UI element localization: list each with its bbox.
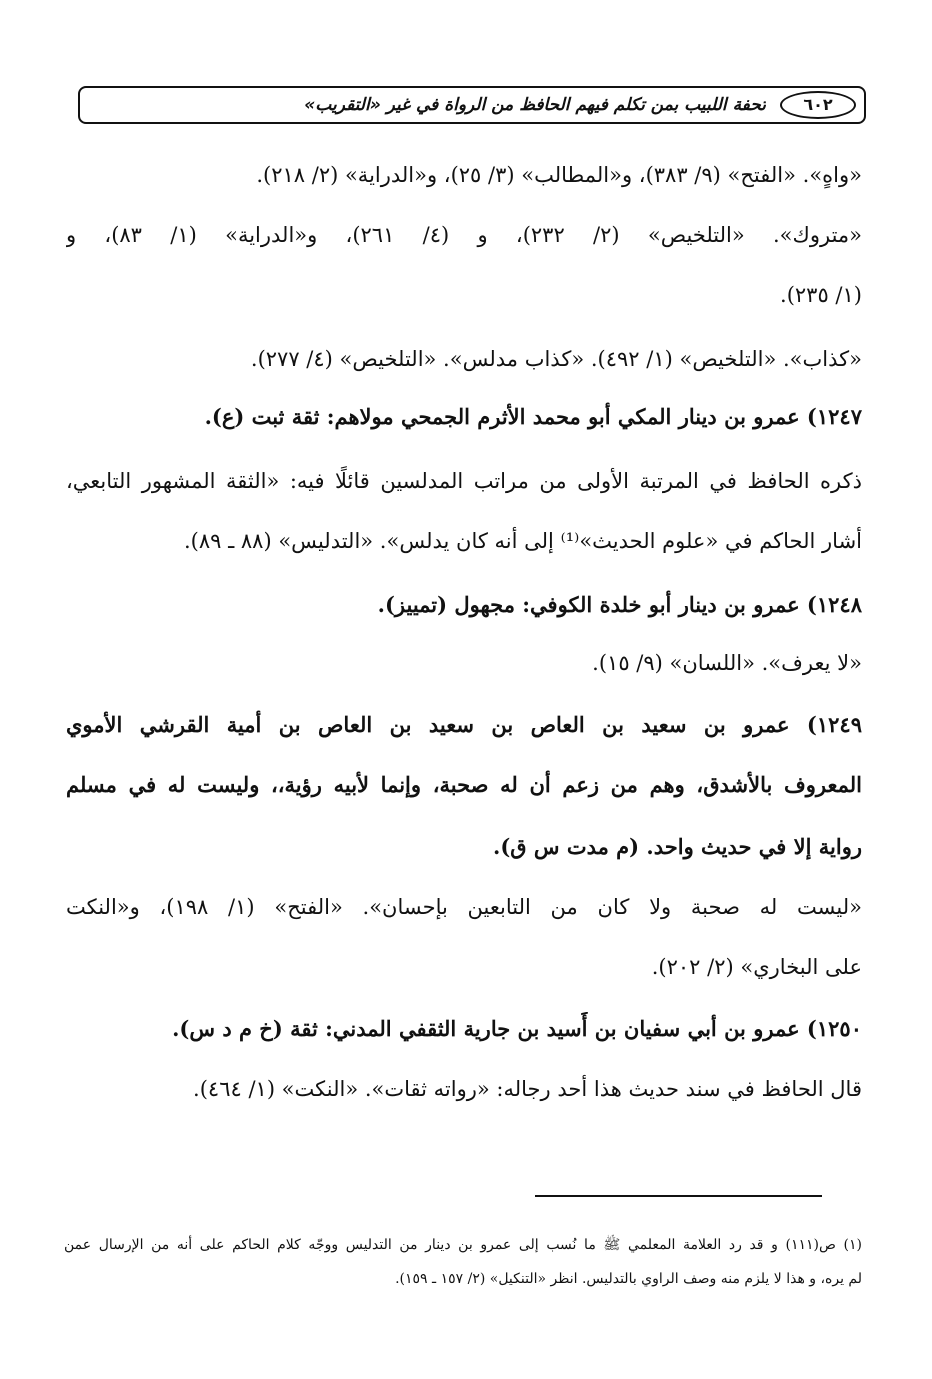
footnote-line: (١) ص(١١١) و قد رد العلامة المعلمي ﷺ ما نُسب إلى عمرو بن دينار من التدليس ووجّه كلام الحاكم على أنه من الإرسال عمن [64,1237,862,1253]
text-line: ذكره الحافظ في المرتبة الأولى من مراتب المدلسين قائلًا فيه: «الثقة المشهور التابعي، [66,469,862,493]
running-header [78,86,866,124]
text-line: على البخاري» (٢/ ٢٠٢). [651,955,862,979]
entry-heading: ١٢٤٨) عمرو بن دينار أبو خلدة الكوفي: مجهول (تمييز). [377,592,862,617]
entry-heading: ١٢٤٧) عمرو بن دينار المكي أبو محمد الأثرم الجمحي مولاهم: ثقة ثبت (ع). [204,404,862,429]
entry-heading: رواية إلا في حديث واحد. (م مدت س ق). [493,834,862,859]
text-line: «لا يعرف». «اللسان» (٩/ ١٥). [592,651,862,675]
page-number: ٦٠٢ [780,91,856,119]
text-line: أشار الحاكم في «علوم الحديث»⁽¹⁾ إلى أنه كان يدلس». «التدليس» (٨٨ ـ ٨٩). [183,529,862,553]
footnote-divider [535,1195,822,1197]
text-line: «كذاب». «التلخيص» (١/ ٤٩٢). «كذاب مدلس». «التلخيص» (٤/ ٢٧٧). [250,347,862,371]
footnote-line: لم يره، و هذا لا يلزم منه وصف الراوي بالتدليس. انظر «التنكيل» (٢/ ١٥٧ ـ ١٥٩). [395,1271,862,1287]
entry-heading: ١٢٥٠) عمرو بن أبي سفيان بن أَسيد بن جارية الثقفي المدني: ثقة (خ م د س). [172,1016,862,1041]
text-line: (١/ ٢٣٥). [780,283,862,307]
entry-heading: المعروف بالأشدق، وهم من زعم أن له صحبة، وإنما لأبيه رؤية،، وليست له في مسلم [66,772,862,797]
text-line: «ليست له صحبة ولا كان من التابعين بإحسان». «الفتح» (١/ ١٩٨)، و«النكت [66,895,862,919]
entry-heading: ١٢٤٩) عمرو بن سعيد بن العاص بن سعيد بن العاص بن أمية القرشي الأموي [66,712,862,737]
text-line: «واهٍ». «الفتح» (٩/ ٣٨٣)، و«المطالب» (٣/ ٢٥)، و«الدراية» (٢/ ٢١٨). [256,163,862,187]
text-line: «متروك». «التلخيص» (٢/ ٢٣٢)، و (٤/ ٢٦١)، و«الدراية» (١/ ٨٣)، و [66,223,862,247]
text-line: قال الحافظ في سند حديث هذا أحد رجاله: «رواته ثقات». «النكت» (١/ ٤٦٤). [193,1077,862,1101]
header-title: تحفة اللبيب بمن تكلم فيهم الحافظ من الرواة في غير «التقريب» [304,95,766,115]
